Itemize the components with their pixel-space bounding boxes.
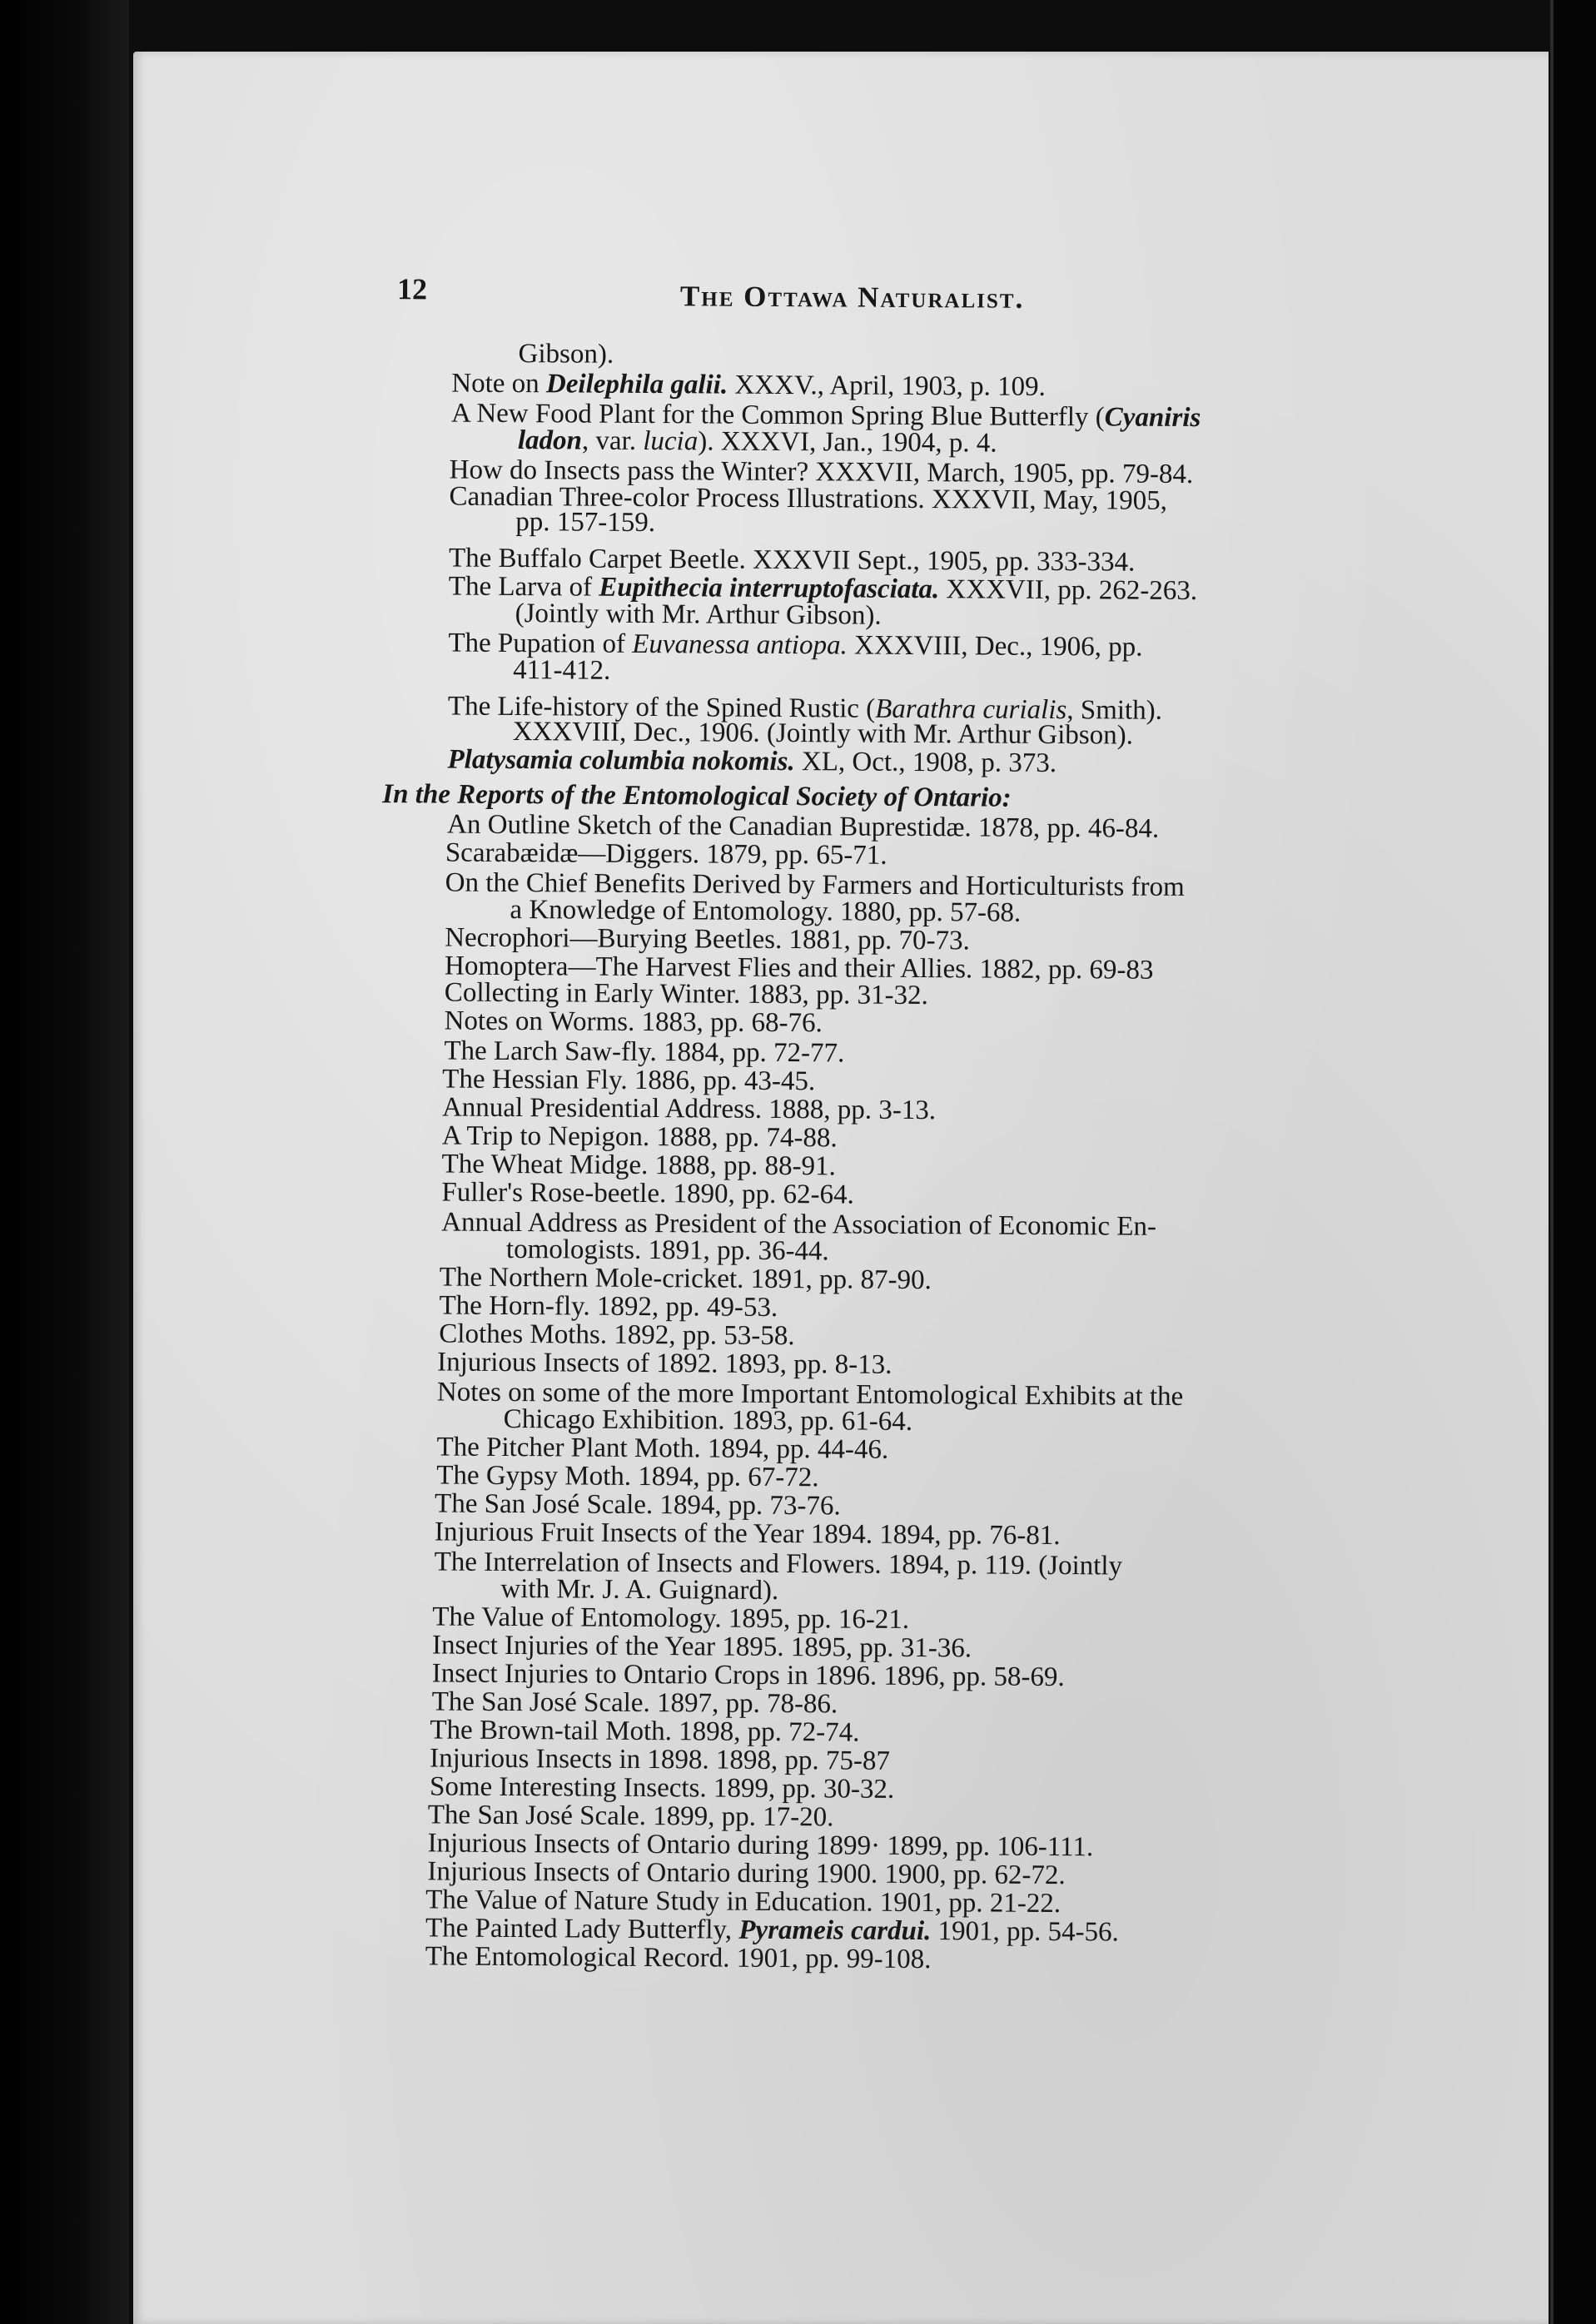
text-line bbox=[432, 1631, 972, 1662]
text-run: Collecting in Early Winter. 1883, pp. 31-32. bbox=[444, 977, 928, 1011]
text-line bbox=[432, 1688, 838, 1718]
text-line bbox=[441, 1120, 838, 1154]
text-run: Notes on Worms. 1883, pp. 68-76. bbox=[444, 1006, 823, 1039]
text-line bbox=[510, 896, 1021, 927]
text-run: Canadian Three-color Process Illustrations. XXXVII, May, 1905, bbox=[449, 481, 1167, 516]
text-run: , var. bbox=[581, 425, 644, 456]
text-run: A Trip to Nepigon. 1888, pp. 74-88. bbox=[441, 1120, 838, 1154]
text-line bbox=[430, 1716, 859, 1746]
text-line bbox=[430, 1745, 890, 1775]
text-run: Necrophori—Burying Beetles. 1881, pp. 70-73. bbox=[445, 922, 970, 956]
text-run: The Value of Entomology. 1895, pp. 16-21. bbox=[432, 1601, 910, 1635]
text-run: Injurious Insects of Ontario during 1900. 1900, pp. 62-72. bbox=[427, 1856, 1066, 1891]
text-run: The Interrelation of Insects and Flowers. 1894, p. 119. (Jointly bbox=[434, 1547, 1123, 1582]
text-line bbox=[441, 1092, 937, 1126]
text-line bbox=[440, 1264, 932, 1295]
text-line bbox=[382, 781, 1012, 812]
text-line bbox=[518, 427, 997, 458]
text-run: The Pitcher Plant Moth. 1894, pp. 44-46. bbox=[436, 1432, 889, 1465]
text-run: Cyaniris bbox=[1104, 402, 1201, 434]
text-line bbox=[445, 1008, 823, 1038]
text-run: How do Insects pass the Winter? XXXVII, March, 1905, pp. 79-84. bbox=[449, 454, 1194, 490]
text-line bbox=[425, 1943, 932, 1974]
text-line bbox=[436, 1433, 888, 1463]
text-line bbox=[442, 1151, 836, 1181]
text-run: An Outline Sketch of the Canadian Buprestidæ. 1878, pp. 46-84. bbox=[446, 809, 1160, 844]
text-run: On the Chief Benefits Derived by Farmers and Horticulturists from bbox=[445, 867, 1185, 902]
text-run: Gibson). bbox=[518, 339, 614, 370]
text-run: The Larch Saw-fly. 1884, pp. 72-77. bbox=[444, 1035, 845, 1069]
text-run: Annual Address as President of the Association of Economic En- bbox=[441, 1207, 1157, 1242]
text-run: The Horn-fly. 1892, pp. 49-53. bbox=[439, 1290, 778, 1323]
text-run: Insect Injuries to Ontario Crops in 1896. 1896, pp. 58-69. bbox=[431, 1658, 1065, 1693]
text-run: The Painted Lady Butterfly, bbox=[425, 1913, 739, 1945]
text-run: Eupithecia interruptofasciata. bbox=[599, 572, 940, 605]
text-line bbox=[500, 1573, 779, 1606]
text-run: Barathra curialis bbox=[875, 693, 1067, 726]
text-run: 411-412. bbox=[513, 655, 611, 686]
text-line bbox=[439, 1318, 795, 1352]
text-run: The Brown-tail Moth. 1898, pp. 72-74. bbox=[430, 1715, 860, 1748]
text-line bbox=[442, 1066, 815, 1096]
text-run: Homoptera—The Harvest Flies and their Allies. 1882, pp. 69-83 bbox=[444, 951, 1154, 986]
text-run: with Mr. J. A. Guignard). bbox=[500, 1573, 779, 1606]
text-line bbox=[439, 1290, 778, 1323]
text-run: The Entomological Record. 1901, pp. 99-108. bbox=[425, 1941, 932, 1975]
text-line bbox=[428, 1801, 834, 1831]
text-line bbox=[506, 1236, 829, 1265]
text-line bbox=[437, 1348, 892, 1378]
text-run: XXXVIII, Dec., 1906, pp. bbox=[847, 630, 1143, 663]
text-line bbox=[447, 744, 1057, 779]
text-line bbox=[444, 1035, 845, 1069]
text-run: The Value of Nature Study in Education. 1901, pp. 21-22. bbox=[425, 1885, 1062, 1919]
text-line bbox=[515, 600, 882, 630]
text-line bbox=[435, 1490, 841, 1520]
text-run: Fuller's Rose-beetle. 1890, pp. 62-64. bbox=[441, 1177, 854, 1210]
text-line bbox=[445, 837, 887, 871]
text-run: Scarabæidæ—Diggers. 1879, pp. 65-71. bbox=[445, 837, 887, 871]
text-run: lucia bbox=[643, 425, 699, 457]
text-run: Some Interesting Insects. 1899, pp. 30-32. bbox=[429, 1771, 895, 1805]
text-run: Pyrameis cardui. bbox=[738, 1914, 932, 1947]
text-run: The San José Scale. 1899, pp. 17-20. bbox=[427, 1800, 834, 1833]
text-run: The Life-history of the Spined Rustic ( bbox=[447, 691, 876, 724]
text-run: , Smith). bbox=[1066, 695, 1163, 726]
text-run: Injurious Fruit Insects of the Year 1894. 1894, pp. 76-81. bbox=[434, 1517, 1061, 1552]
text-run: The San José Scale. 1897, pp. 78-86. bbox=[431, 1686, 838, 1720]
text-line bbox=[503, 1403, 913, 1437]
text-run: ladon bbox=[517, 425, 583, 456]
text-run: (Jointly with Mr. Arthur Gibson). bbox=[515, 598, 882, 631]
text-run: XXXV., April, 1903, p. 109. bbox=[728, 370, 1046, 402]
text-run: Injurious Insects in 1898. 1898, pp. 75-87 bbox=[430, 1743, 891, 1776]
text-run: In the Reports of the Entomological Society of Ontario: bbox=[382, 779, 1012, 813]
text-line bbox=[444, 977, 928, 1011]
text-run: Injurious Insects of Ontario during 1899· 1899, pp. 106-111. bbox=[427, 1828, 1094, 1863]
text-run: XXXVIII, Dec., 1906. (Jointly with Mr. Arthur Gibson). bbox=[512, 717, 1134, 751]
text-run: pp. 157-159. bbox=[515, 507, 656, 539]
text-run: The Buffalo Carpet Beetle. XXXVII Sept., 1905, pp. 333-334. bbox=[448, 543, 1136, 578]
text-run: Euvanessa antiopa. bbox=[632, 628, 848, 661]
text-run: 1901, pp. 54-56. bbox=[931, 1916, 1119, 1948]
text-run: Notes on some of the more Important Entomological Exhibits at the bbox=[436, 1377, 1184, 1412]
text-line bbox=[513, 657, 610, 685]
text-line bbox=[451, 370, 1046, 401]
text-line bbox=[436, 1462, 818, 1492]
text-run: The San José Scale. 1894, pp. 73-76. bbox=[435, 1488, 841, 1522]
text-run: The Wheat Midge. 1888, pp. 88-91. bbox=[441, 1149, 836, 1182]
text-run: Platysamia columbia nokomis. bbox=[447, 744, 795, 777]
text-run: Chicago Exhibition. 1893, pp. 61-64. bbox=[503, 1403, 913, 1437]
text-run: ). XXXVI, Jan., 1904, p. 4. bbox=[698, 426, 997, 459]
text-line bbox=[445, 922, 970, 956]
text-run: Deilephila galii. bbox=[545, 369, 728, 400]
page-number: 12 bbox=[396, 272, 428, 306]
text-run: Annual Presidential Address. 1888, pp. 3-13. bbox=[441, 1092, 937, 1126]
text-run: A New Food Plant for the Common Spring Blue Butterfly ( bbox=[451, 398, 1105, 433]
text-run: XXXVII, pp. 262-263. bbox=[939, 574, 1198, 607]
text-run: The Gypsy Moth. 1894, pp. 67-72. bbox=[436, 1460, 819, 1493]
text-run: The Hessian Fly. 1886, pp. 43-45. bbox=[442, 1064, 816, 1097]
text-run: tomologists. 1891, pp. 36-44. bbox=[505, 1234, 829, 1267]
running-head: The Ottawa Naturalist. bbox=[679, 280, 1025, 315]
text-line bbox=[515, 509, 655, 537]
text-line bbox=[435, 1518, 1061, 1550]
text-line bbox=[430, 1773, 894, 1803]
text-run: Clothes Moths. 1892, pp. 53-58. bbox=[439, 1318, 795, 1352]
text-run: The Northern Mole-cricket. 1891, pp. 87-90. bbox=[439, 1262, 932, 1296]
text-run: The Pupation of bbox=[448, 628, 633, 659]
text-run: The Larva of bbox=[448, 571, 599, 603]
text-line bbox=[441, 1179, 854, 1209]
text-line bbox=[518, 340, 614, 369]
text-run: Injurious Insects of 1892. 1893, pp. 8-13. bbox=[437, 1347, 892, 1380]
text-line bbox=[432, 1603, 909, 1633]
text-run: a Knowledge of Entomology. 1880, pp. 57-68. bbox=[510, 895, 1022, 928]
text-run: Insect Injuries of the Year 1895. 1895, pp. 31-36. bbox=[431, 1630, 972, 1664]
text-run: XL, Oct., 1908, p. 373. bbox=[794, 747, 1057, 779]
text-run: Note on bbox=[451, 368, 547, 400]
